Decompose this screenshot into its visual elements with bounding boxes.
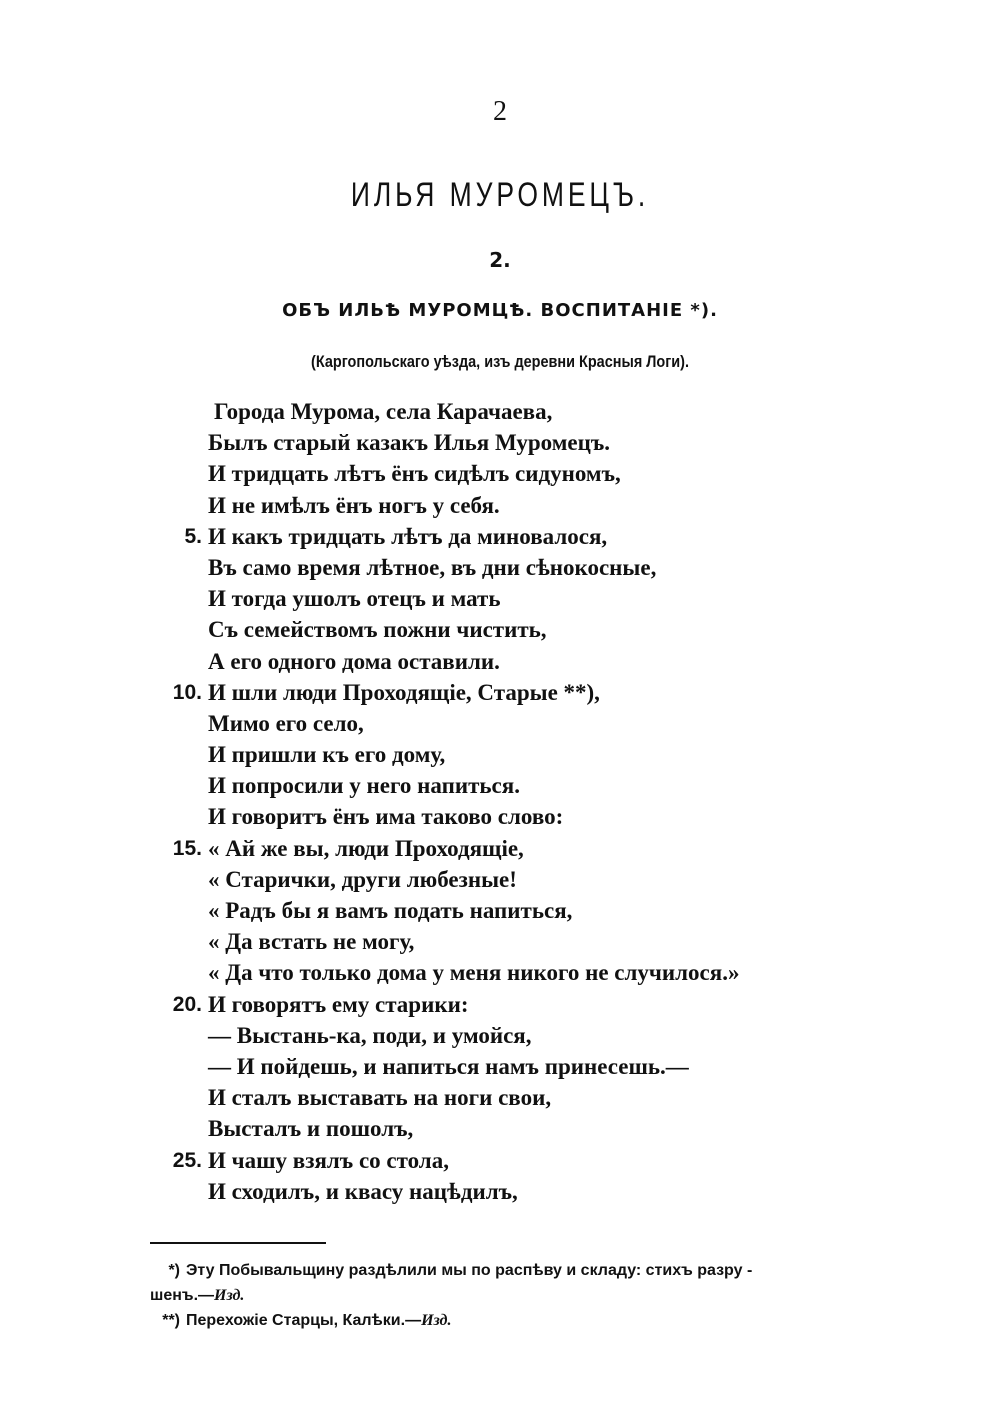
verse-line — [150, 801, 950, 832]
verse-line — [150, 583, 950, 614]
verse-number: 15. — [172, 836, 202, 860]
verse-text: Былъ старый казакъ Илья Муромецъ. — [208, 430, 611, 456]
verse-text: Мимо его село, — [208, 710, 364, 736]
footnote-cont-text: шенъ.— — [150, 1287, 215, 1304]
verse-line — [150, 1145, 950, 1176]
verse-line — [150, 458, 950, 489]
verse-line — [150, 739, 950, 770]
verse-line — [150, 646, 950, 677]
verse-text: И тридцать лѣтъ ёнъ сидѣлъ сидуномъ, — [208, 461, 621, 487]
verse-line — [150, 708, 950, 739]
verse-line — [150, 833, 950, 864]
song-origin: (Каргопольскаго уѣзда, изъ деревни Красныя Логи). — [311, 352, 689, 371]
verse-text: « Да встать не могу, — [208, 929, 415, 955]
verse-text: И попросили у него напиться. — [208, 773, 520, 799]
verse-number: 20. — [172, 992, 202, 1016]
verse-line — [150, 1176, 950, 1207]
verse-text: И шли люди Проходящіе, Старые **), — [208, 679, 600, 705]
verse-text: « Радъ бы я вамъ подать напиться, — [208, 898, 573, 923]
verse-text: « Старички, други любезные! — [208, 866, 517, 892]
verse-text: И тогда ушолъ отецъ и мать — [208, 586, 501, 612]
footnote-text: Эту Побывальщину раздѣлили мы по распѣву и складу: стихъ разру - — [186, 1262, 753, 1279]
footnotes — [150, 1258, 890, 1333]
verse-text: И какъ тридцать лѣтъ да миновалося, — [208, 523, 608, 549]
verse-text: Въ само время лѣтное, въ дни сѣнокосные, — [208, 554, 657, 580]
verse-text: И говорятъ ему старики: — [208, 991, 469, 1017]
verse-line — [150, 957, 950, 988]
song-subtitle: ОБЪ ИЛЬѢ МУРОМЦѢ. ВОСПИТАНІЕ *). — [282, 300, 718, 321]
footnote-2 — [150, 1308, 890, 1333]
verse-number: 5. — [184, 524, 202, 548]
verse-line — [150, 895, 950, 926]
song-number: 2. — [489, 248, 511, 272]
verse-line — [150, 1020, 950, 1051]
verse-text: И сходилъ, и квасу нацѣдилъ, — [208, 1178, 518, 1204]
footnote-continuation — [150, 1283, 890, 1308]
footnote-text: Перехожіе Старцы, Калѣки.— — [186, 1312, 422, 1329]
verse-text: А его одного дома оставили. — [208, 648, 500, 674]
verse-line — [150, 490, 950, 521]
verse-text: « Да что только дома у меня никого не случилося.» — [208, 960, 740, 986]
footnote-rule — [150, 1242, 326, 1244]
verse-text: Съ семействомъ пожни чистить, — [208, 617, 547, 643]
footnote-italic: Изд. — [421, 1312, 452, 1329]
verse-line — [150, 1082, 950, 1113]
verse-line — [150, 770, 950, 801]
verse-number: 25. — [172, 1148, 202, 1172]
verse-text: И пришли къ его дому, — [208, 742, 446, 768]
footnote-1 — [150, 1258, 890, 1308]
verse-line — [150, 427, 950, 458]
verse-line — [150, 614, 950, 645]
footnote-cont-italic: Изд. — [214, 1287, 245, 1304]
verse-number: 10. — [172, 680, 202, 704]
verse-text: И не имѣлъ ёнъ ногъ у себя. — [208, 492, 500, 518]
verse-line — [150, 989, 950, 1020]
verse-line — [150, 1051, 950, 1082]
verse-line — [150, 552, 950, 583]
verse-line — [150, 677, 950, 708]
verse-text: — Выстань-ка, поди, и умойся, — [208, 1022, 532, 1048]
verse-text: Города Мурома, села Карачаева, — [214, 399, 553, 424]
verse-text: — И пойдешь, и напиться намъ принесешь.— — [208, 1053, 689, 1079]
verse-text: « Ай же вы, люди Проходящіе, — [208, 835, 524, 861]
verse-list — [150, 396, 950, 1207]
chapter-title: ИЛЬЯ МУРОМЕЦЪ. — [350, 176, 650, 214]
verse-text: И чашу взялъ со стола, — [208, 1147, 449, 1173]
verse-line — [150, 396, 950, 427]
footnote-mark: **) — [162, 1312, 180, 1329]
verse-line — [150, 1113, 950, 1144]
verse-text: И говоритъ ёнъ има таково слово: — [208, 804, 564, 830]
verse-line — [150, 521, 950, 552]
footnote-mark: *) — [168, 1262, 180, 1279]
verse-line — [150, 864, 950, 895]
verse-text: И сталъ выставать на ноги свои, — [208, 1085, 552, 1111]
page-number: 2 — [493, 96, 507, 127]
verse-text: Высталъ и пошолъ, — [208, 1116, 414, 1142]
verse-line — [150, 926, 950, 957]
